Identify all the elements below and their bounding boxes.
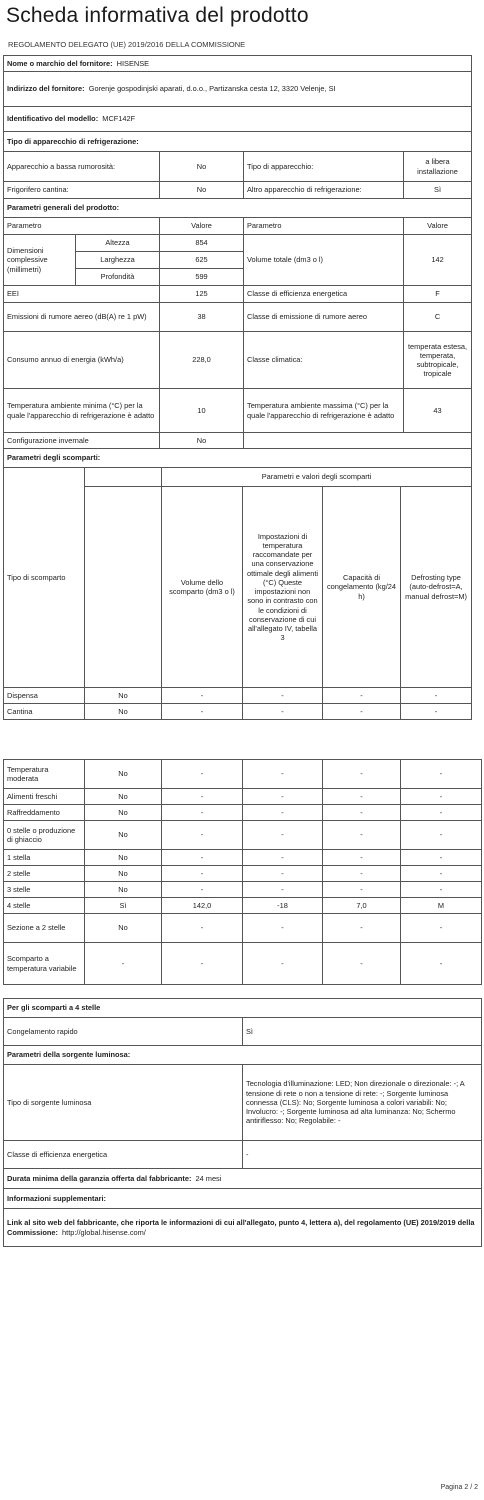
depth-label: Profondità [76, 269, 160, 286]
winter-label: Configurazione invernale [4, 433, 160, 449]
product-info-table [3, 55, 472, 468]
warranty-value: 24 mesi [195, 1173, 222, 1183]
depth-value: 599 [160, 269, 244, 286]
brand-label: Nome o marchio del fornitore: [7, 58, 113, 68]
other-appliance-value: Sì [404, 182, 472, 199]
warranty-row [4, 1169, 482, 1189]
tmax-value: 43 [404, 389, 472, 433]
value-header-2: Valore [404, 218, 472, 235]
temperature-row [4, 389, 472, 433]
compartments-group-row [4, 468, 472, 487]
tmin-label: Temperatura ambiente minima (°C) per la quale l'apparecchio di refrigerazione è adatto [4, 389, 160, 433]
table-row: 2 stelle No - - - - [4, 866, 482, 882]
table-row: Alimenti freschi No - - - - [4, 789, 482, 805]
model-value: MCF142F [102, 114, 136, 124]
light-class-row [4, 1141, 482, 1169]
wine-row [4, 182, 472, 199]
table-row: 1 stella No - - - - [4, 850, 482, 866]
winter-row [4, 433, 472, 449]
supplier-address-row [4, 72, 472, 107]
low-noise-label: Apparecchio a bassa rumorosità: [4, 152, 160, 182]
appliance-type-value: a libera installazione [404, 152, 472, 182]
fast-freeze-value: Sì [243, 1018, 482, 1046]
freeze-col-header: Capacità di congelamento (kg/24 h) [323, 487, 401, 688]
height-label: Altezza [76, 235, 160, 252]
volume-col-header: Volume dello scomparto (dm3 o l) [162, 487, 243, 688]
winter-value: No [160, 433, 244, 449]
eei-value: 125 [160, 286, 244, 303]
noise-class-value: C [404, 303, 472, 332]
temp-col-header: Impostazioni di temperatura raccomandate per una conservazione ottimale degli alimenti (°C) Queste impostazioni non sono in contrasto con le condizioni di conservazione di cui all'allegato IV, tabella 3 [243, 487, 323, 688]
param-header: Parametro [4, 218, 160, 235]
width-value: 625 [160, 252, 244, 269]
other-appliance-label: Altro apparecchio di refrigerazione: [244, 182, 404, 199]
light-class-label: Classe di efficienza energetica [4, 1141, 243, 1169]
compartments-table-top [3, 467, 472, 720]
supplier-brand-row [4, 56, 472, 72]
appliance-heading: Tipo di apparecchio di refrigerazione: [4, 132, 472, 152]
low-noise-value: No [160, 152, 244, 182]
climate-label: Classe climatica: [244, 332, 404, 389]
manufacturer-link[interactable]: http://global.hisense.com/ [62, 1227, 146, 1237]
param-header-2: Parametro [244, 218, 404, 235]
eei-label: EEI [4, 286, 160, 303]
tmax-label: Temperatura ambiente massima (°C) per la quale l'apparecchio di refrigerazione è adatto [244, 389, 404, 433]
page-number: Pagina 2 / 2 [440, 1484, 478, 1491]
energy-class-label: Classe di efficienza energetica [244, 286, 404, 303]
light-heading: Parametri della sorgente luminosa: [4, 1046, 482, 1065]
dimensions-label: Dimensioni complessive (millimetri) [4, 235, 76, 286]
general-header-row [4, 218, 472, 235]
address-label: Indirizzo del fornitore: [7, 84, 85, 94]
regulation-subtitle: REGOLAMENTO DELEGATO (UE) 2019/2016 DELLA COMMISSIONE [8, 40, 246, 49]
light-type-value: Tecnologia d'illuminazione: LED; Non direzionale o direzionale: -; A tensione di rete o non a tensione di rete: -; Sorgente luminosa connessa (CLS): No; Sorgente luminosa a colori variabili: No; Involucro: -; Sorgente luminosa ad alta luminanza: No; Schermo antiriflesso: No; Regolabile: - [243, 1065, 482, 1141]
general-heading: Parametri generali del prodotto: [4, 199, 472, 218]
fast-freeze-label: Congelamento rapido [4, 1018, 243, 1046]
table-row: 3 stelle No - - - - [4, 882, 482, 898]
model-row [4, 107, 472, 132]
width-label: Larghezza [76, 252, 160, 269]
brand-value: HISENSE [116, 58, 150, 68]
noise-class-label: Classe di emissione di rumore aereo [244, 303, 404, 332]
table-row: 0 stelle o produzione di ghiaccio No - - - - [4, 821, 482, 850]
table-row: Cantina No - - - - [4, 704, 472, 720]
light-class-value: - [243, 1141, 482, 1169]
volume-label: Volume totale (dm3 o l) [244, 235, 404, 286]
consumption-row [4, 332, 472, 389]
additional-heading: Informazioni supplementari: [4, 1189, 482, 1209]
compartments-heading: Parametri degli scomparti: [4, 449, 472, 468]
fast-freeze-row [4, 1018, 482, 1046]
table-row: Sezione a 2 stelle No - - - - [4, 914, 482, 943]
group-header: Parametri e valori degli scomparti [162, 468, 472, 487]
noise-label: Emissioni di rumore aereo (dB(A) re 1 pW) [4, 303, 160, 332]
climate-value: temperata estesa, temperata, subtropicale, tropicale [404, 332, 472, 389]
eei-row [4, 286, 472, 303]
appliance-type-label: Tipo di apparecchio: [244, 152, 404, 182]
wine-value: No [160, 182, 244, 199]
table-row: Scomparto a temperatura variabile - - - - - [4, 943, 482, 985]
four-star-heading: Per gli scomparti a 4 stelle [4, 999, 482, 1018]
compartments-table-bottom [3, 759, 482, 985]
light-type-row [4, 1065, 482, 1141]
table-row: Raffreddamento No - - - - [4, 805, 482, 821]
table-row: Temperatura moderata No - - - - [4, 760, 482, 789]
energy-class-value: F [404, 286, 472, 303]
additional-info-table [3, 998, 482, 1247]
type-header: Tipo di scomparto [4, 468, 85, 688]
noise-value: 38 [160, 303, 244, 332]
table-row: 4 stelle Sì 142,0 -18 7,0 M [4, 898, 482, 914]
manufacturer-link-row [4, 1209, 482, 1247]
volume-value: 142 [404, 235, 472, 286]
tmin-value: 10 [160, 389, 244, 433]
address-value: Gorenje gospodinjski aparati, d.o.o., Partizanska cesta 12, 3320 Velenje, SI [88, 84, 336, 94]
noise-row [4, 303, 472, 332]
dimension-height-row [4, 235, 472, 252]
consumption-label: Consumo annuo di energia (kWh/a) [4, 332, 160, 389]
model-label: Identificativo del modello: [7, 114, 99, 124]
link-label: Link al sito web del fabbricante, che riporta le informazioni di cui all'allegato, punto 4, lettera a), del regolamento (UE) 2019/2019 della Commissione: [7, 1218, 475, 1237]
page-title: Scheda informativa del prodotto [6, 4, 309, 27]
defrost-col-header: Defrosting type (auto-defrost=A, manual defrost=M) [401, 487, 472, 688]
table-row: Dispensa No - - - - [4, 688, 472, 704]
light-type-label: Tipo di sorgente luminosa [4, 1065, 243, 1141]
warranty-label: Durata minima della garanzia offerta dal fabbricante: [7, 1173, 192, 1183]
height-value: 854 [160, 235, 244, 252]
value-header: Valore [160, 218, 244, 235]
consumption-value: 228,0 [160, 332, 244, 389]
wine-label: Frigorifero cantina: [4, 182, 160, 199]
low-noise-row [4, 152, 472, 182]
